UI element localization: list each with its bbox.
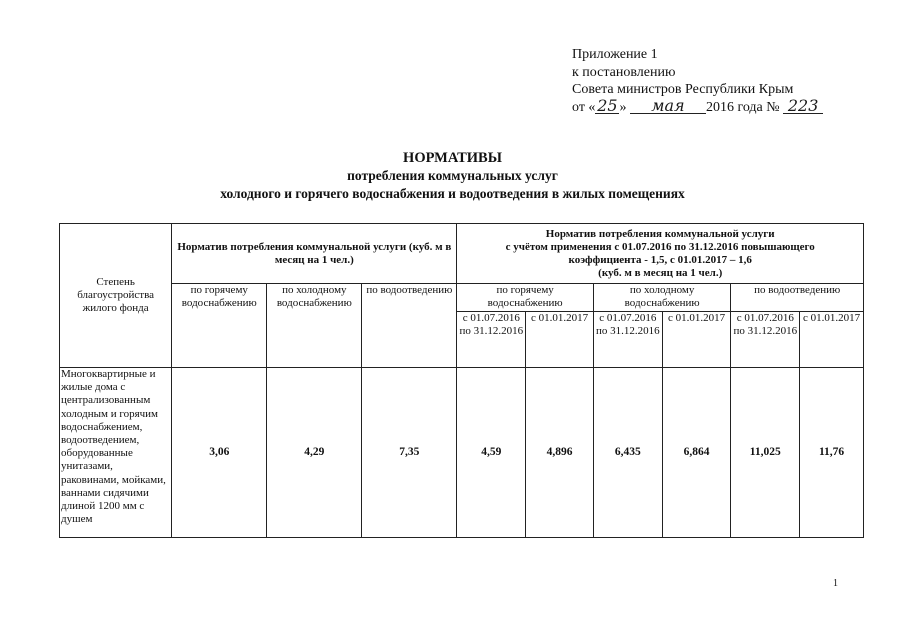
appendix-line-4 (572, 95, 823, 117)
value-cold-period-a: 6,435 (593, 368, 662, 538)
value-waste-period-b: 11,76 (800, 368, 864, 538)
header-coef-line-4: (куб. м в месяц на 1 чел.) (598, 266, 723, 279)
header-g1-wastewater: по водоотведению (362, 284, 457, 368)
value-g1-cold-water: 4,29 (267, 368, 362, 538)
value-g1-wastewater: 7,35 (362, 368, 457, 538)
header-g2-wastewater: по водоотведению (731, 284, 864, 312)
appendix-quote: » (619, 99, 627, 115)
appendix-from: от « (572, 99, 596, 115)
handwritten-number: 223 (783, 99, 823, 114)
table-row (60, 368, 864, 538)
handwritten-day: 25 (597, 95, 618, 115)
header-period-waste-b: с 01.01.2017 (800, 312, 864, 368)
header-coef-line-1: Норматив потребления коммунальной услуги (545, 227, 775, 240)
document-subtitle-1: потребления коммунальных услуг (347, 168, 558, 183)
header-period-waste-a: с 01.07.2016 по 31.12.2016 (731, 312, 800, 368)
norms-table (59, 223, 864, 538)
header-group-norm: Норматив потребления коммунальной услуги (куб. м в месяц на 1 чел.) (172, 224, 457, 284)
value-waste-period-a: 11,025 (731, 368, 800, 538)
appendix-line-2: к постановлению (572, 64, 676, 80)
header-g2-cold-water: по холодному водоснабжению (593, 284, 731, 312)
value-hot-period-b: 4,896 (526, 368, 594, 538)
header-g2-hot-water: по горячему водоснабжению (457, 284, 594, 312)
header-coef-line-2: с учётом применения с 01.07.2016 по 31.12.2016 повышающего (505, 240, 815, 253)
value-hot-period-a: 4,59 (457, 368, 526, 538)
header-group-norm-coef (457, 224, 864, 284)
header-period-hot-b: с 01.01.2017 (526, 312, 594, 368)
header-coef-line-3: коэффициента - 1,5, с 01.01.2017 – 1,6 (568, 253, 752, 266)
document-title: НОРМАТИВЫ (403, 150, 502, 166)
row-description: Многоквартирные и жилые дома с централизованным холодным и горячим водоснабжением, водоотведением, оборудованные унитазами, раковинами, мойками, ваннами сидячими длиной 1200 мм с душем (60, 368, 172, 538)
appendix-line-3: Совета министров Республики Крым (572, 82, 794, 97)
page-number: 1 (833, 578, 838, 589)
appendix-block (572, 46, 823, 116)
appendix-line-1: Приложение 1 (572, 47, 658, 62)
header-g1-cold-water: по холодному водоснабжению (267, 284, 362, 368)
appendix-year: 2016 года № (705, 99, 780, 115)
value-g1-hot-water: 3,06 (172, 368, 267, 538)
handwritten-month: мая (630, 99, 706, 114)
header-period-cold-a: с 01.07.2016 по 31.12.2016 (593, 312, 662, 368)
value-cold-period-b: 6,864 (662, 368, 731, 538)
header-period-cold-b: с 01.01.2017 (662, 312, 731, 368)
header-improvement-degree: Степень благоустройства жилого фонда (60, 224, 172, 368)
document-subtitle-2: холодного и горячего водоснабжения и водоотведения в жилых помещениях (220, 186, 685, 201)
header-period-hot-a: с 01.07.2016 по 31.12.2016 (457, 312, 526, 368)
header-g1-hot-water: по горячему водоснабжению (172, 284, 267, 368)
